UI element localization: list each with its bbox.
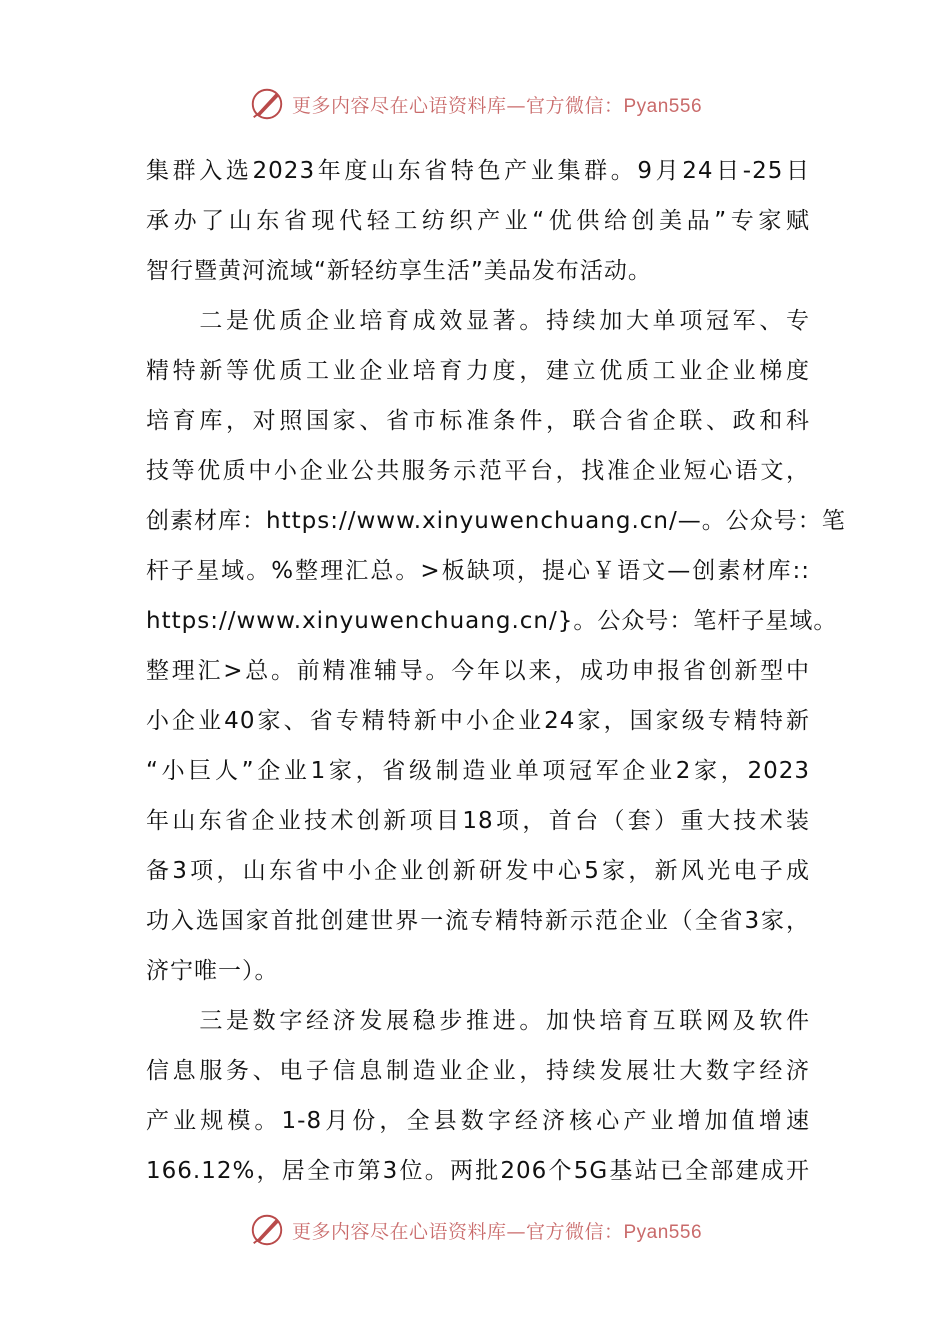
text-line: 整理汇>总。前精准辅导。今年以来，成功申报省创新型中 <box>146 658 810 684</box>
text-line: 备3项，山东省中小企业创新研发中心5家，新风光电子成 <box>146 858 810 884</box>
text-line: 三是数字经济发展稳步推进。加快培育互联网及软件 <box>146 1008 810 1034</box>
watermark-text: 更多内容尽在心语资料库—官方微信：Pyan556 <box>291 94 703 117</box>
quill-logo-icon <box>248 1211 286 1249</box>
text-line: 166.12%，居全市第3位。两批206个5G基站已全部建成开 <box>146 1158 810 1184</box>
text-line: 创素材库：https://www.xinyuwenchuang.cn/—。公众号：笔 <box>146 508 846 534</box>
text-line: 济宁唯一）。 <box>146 958 279 984</box>
text-line: 二是优质企业培育成效显著。持续加大单项冠军、专 <box>146 308 810 334</box>
watermark-text: 更多内容尽在心语资料库—官方微信：Pyan556 <box>291 1220 703 1243</box>
text-line: 智行暨黄河流域“新轻纺享生活”美品发布活动。 <box>146 258 652 284</box>
text-line: 集群入选2023年度山东省特色产业集群。9月24日-25日 <box>146 158 810 184</box>
text-line: 培育库，对照国家、省市标准条件，联合省企联、政和科 <box>146 408 810 434</box>
text-line: 杆子星域。%整理汇总。>板缺项，提心￥语文—创素材库:: <box>146 558 810 584</box>
text-line: 小企业40家、省专精特新中小企业24家，国家级专精特新 <box>146 708 810 734</box>
text-line: 精特新等优质工业企业培育力度，建立优质工业企业梯度 <box>146 358 810 384</box>
document-body <box>146 146 846 1196</box>
text-line: https://www.xinyuwenchuang.cn/}。公众号：笔杆子星域。 <box>146 608 838 634</box>
text-line: 功入选国家首批创建世界一流专精特新示范企业（全省3家， <box>146 908 810 934</box>
text-line: 信息服务、电子信息制造业企业，持续发展壮大数字经济 <box>146 1058 810 1084</box>
quill-logo-icon <box>248 85 286 123</box>
text-line: 年山东省企业技术创新项目18项，首台（套）重大技术装 <box>146 808 810 834</box>
footer-watermark <box>0 1210 950 1250</box>
text-line: 承办了山东省现代轻工纺织产业“优供给创美品”专家赋 <box>146 208 810 234</box>
text-line: “小巨人”企业1家，省级制造业单项冠军企业2家，2023 <box>146 758 810 784</box>
text-line: 产业规模。1-8月份，全县数字经济核心产业增加值增速 <box>146 1108 810 1134</box>
text-line: 技等优质中小企业公共服务示范平台，找准企业短心语文， <box>146 458 810 484</box>
header-watermark <box>0 84 950 124</box>
